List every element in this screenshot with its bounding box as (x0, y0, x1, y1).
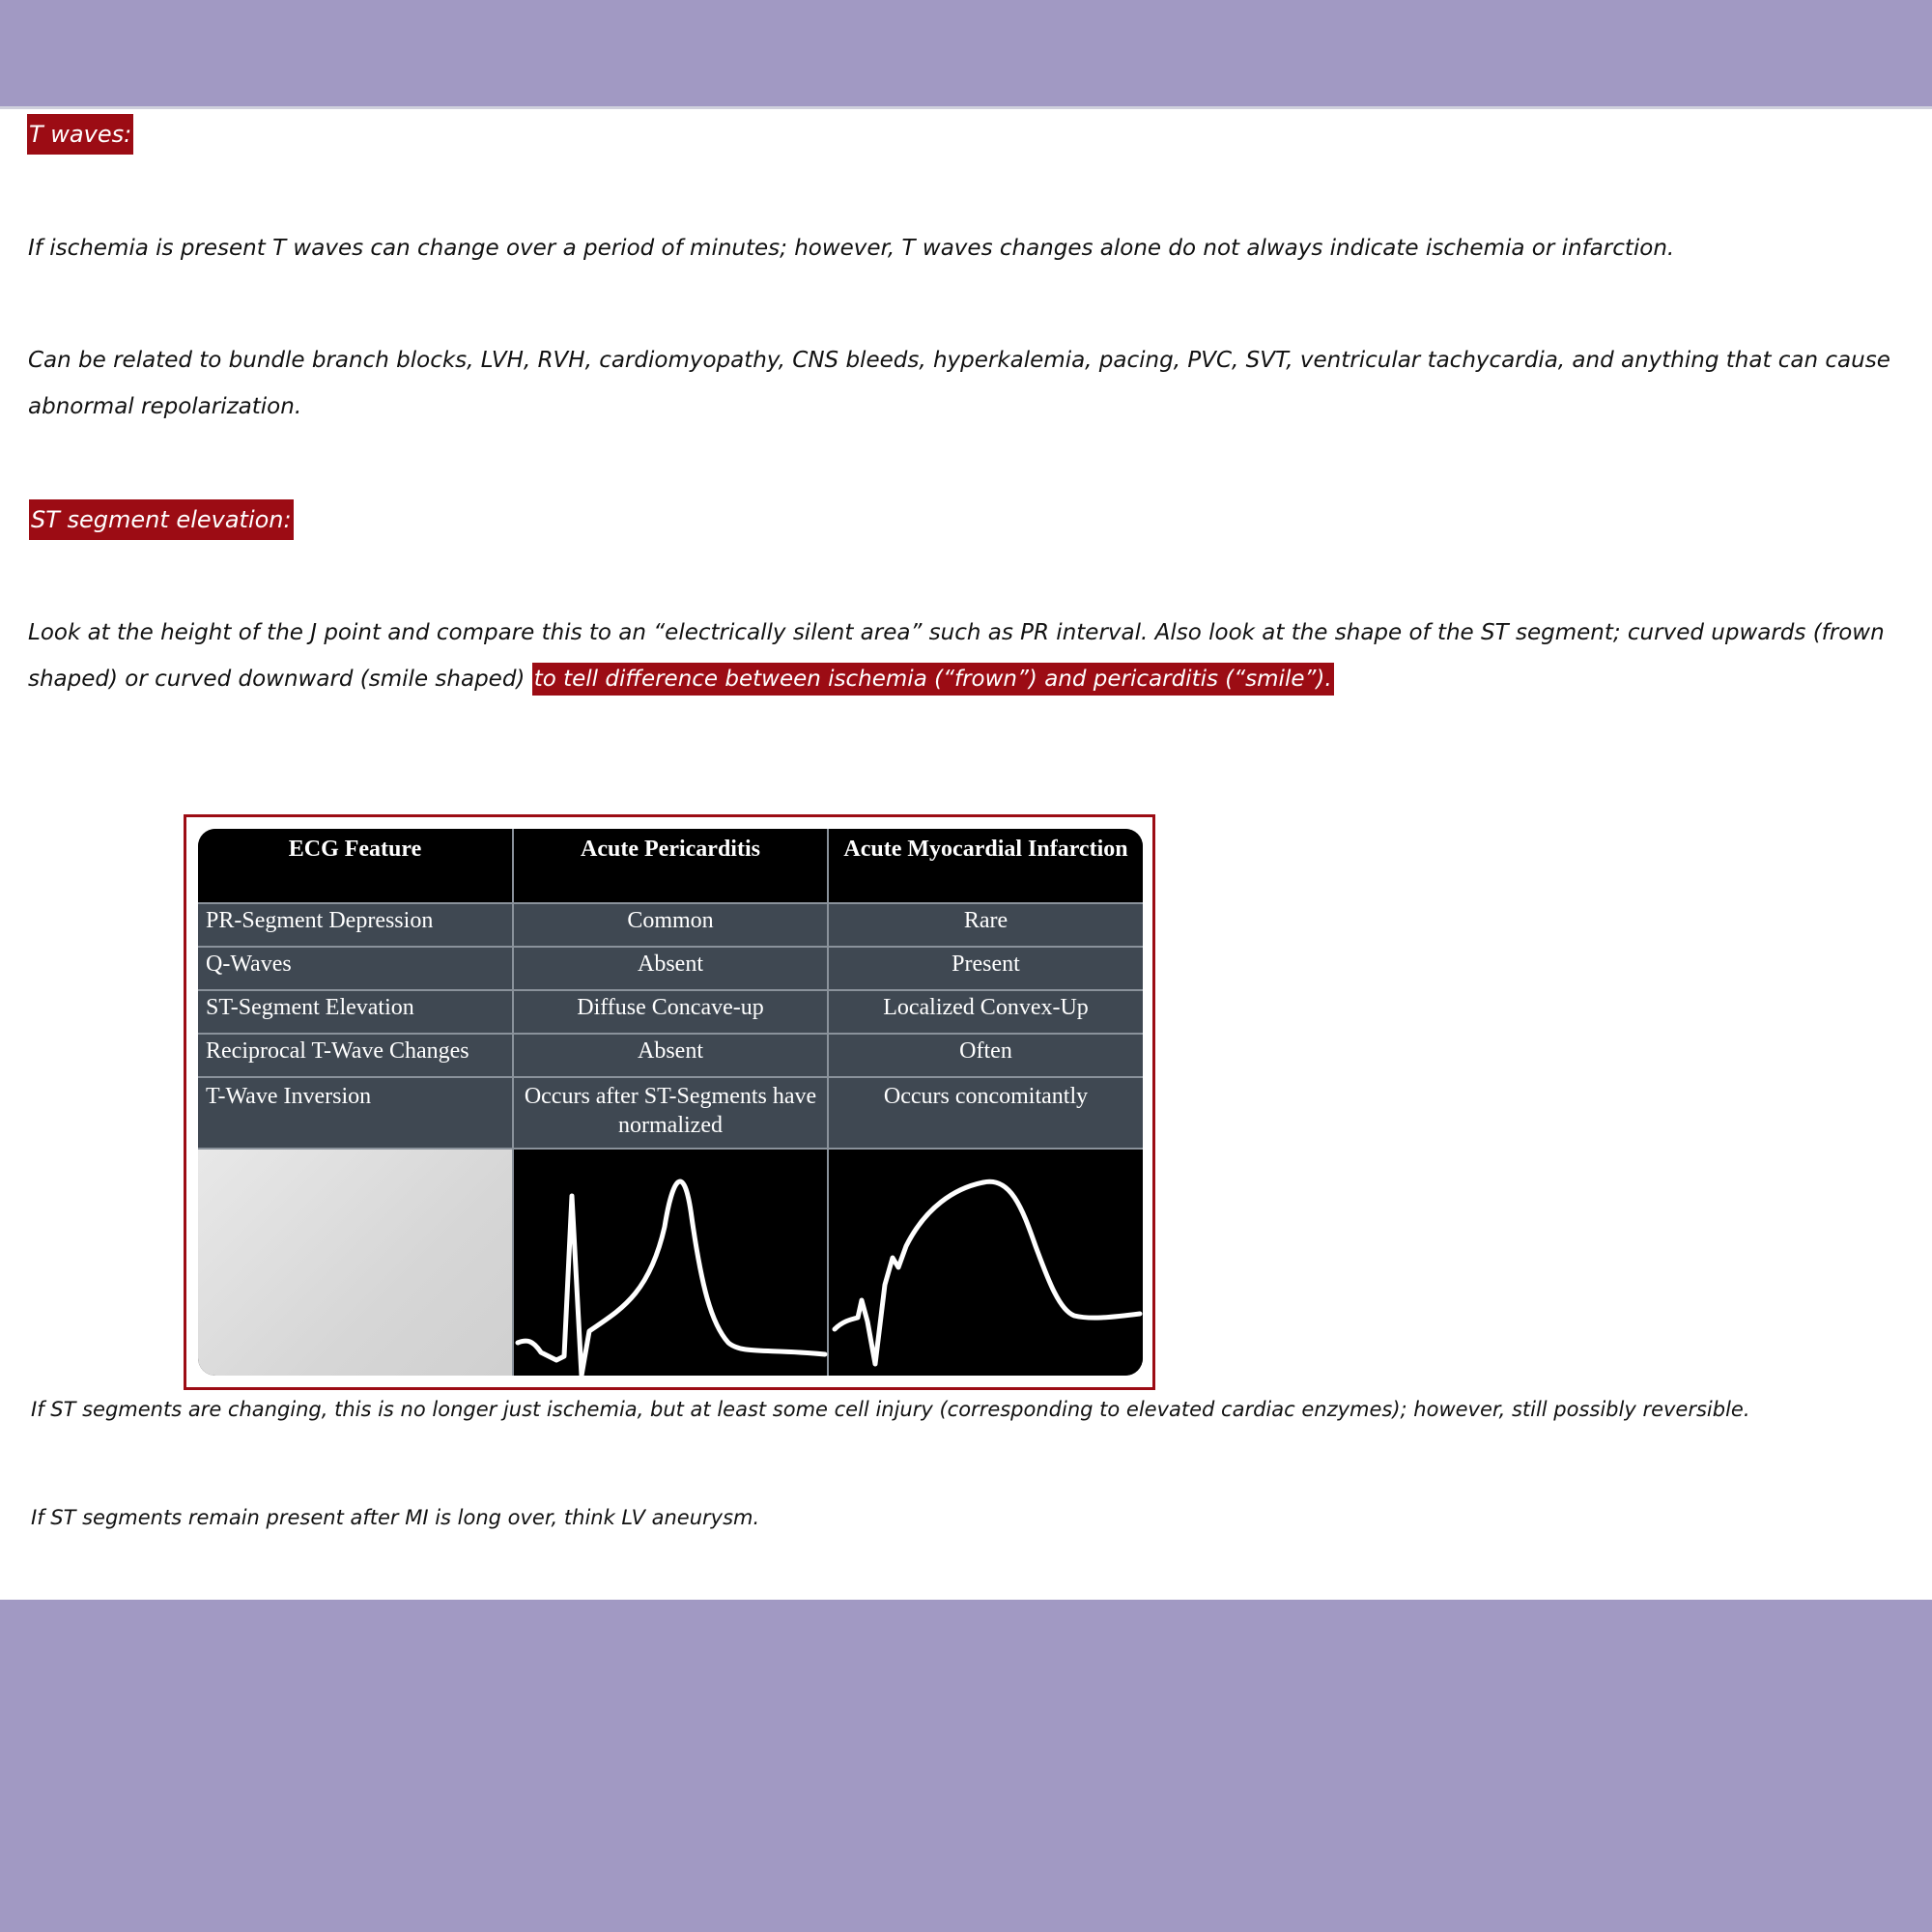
st-paragraph-highlight: to tell difference between ischemia (“frown”) and pericarditis (“smile”). (532, 663, 1334, 696)
document-page (0, 106, 1932, 1600)
st-elevation-paragraph-3: If ST segments remain present after MI is long over, think LV aneurysm. (31, 1506, 760, 1529)
st-elevation-paragraph-2: If ST segments are changing, this is no longer just ischemia, but at least some cell injury (corresponding to elevated cardiac enzymes); however, still possibly reversible. (31, 1398, 1750, 1421)
table-header-row (198, 829, 1143, 903)
t-waves-paragraph-2-line-2: abnormal repolarization. (28, 394, 302, 419)
table-row (198, 947, 1143, 990)
table-row (198, 1077, 1143, 1149)
table-cell: Reciprocal T-Wave Changes (198, 1034, 513, 1077)
pericarditis-waveform-cell (513, 1149, 828, 1376)
table-cell: Common (513, 903, 828, 947)
st-paragraph-line-2: shaped) or curved downward (smile shaped) (28, 667, 526, 692)
table-cell: ST-Segment Elevation (198, 990, 513, 1034)
table-cell: PR-Segment Depression (198, 903, 513, 947)
header-acute-pericarditis: Acute Pericarditis (513, 829, 828, 903)
t-waves-paragraph-1: If ischemia is present T waves can change over a period of minutes; however, T waves changes alone do not always indicate ischemia or infarction. (28, 236, 1675, 261)
table-cell: Often (828, 1034, 1143, 1077)
t-waves-paragraph-2-line-1: Can be related to bundle branch blocks, LVH, RVH, cardiomyopathy, CNS bleeds, hyperkalemia, pacing, PVC, SVT, ventricular tachycardia, and anything that can cause (28, 348, 1890, 373)
t-waves-paragraph-2 (28, 337, 1921, 430)
table-cell: Absent (513, 1034, 828, 1077)
ecg-comparison-table (198, 829, 1143, 1376)
table-row (198, 903, 1143, 947)
table-cell: Occurs concomitantly (828, 1077, 1143, 1149)
table-cell: Q-Waves (198, 947, 513, 990)
table-cell: T-Wave Inversion (198, 1077, 513, 1149)
t-waves-heading: T waves: (27, 114, 133, 155)
table-cell: Rare (828, 903, 1143, 947)
st-elevation-paragraph-1 (28, 610, 1921, 702)
table-cell: Present (828, 947, 1143, 990)
pericarditis-ecg-waveform (514, 1150, 829, 1376)
st-elevation-heading: ST segment elevation: (29, 499, 294, 540)
ecg-comparison-figure (184, 814, 1155, 1390)
table-row (198, 1034, 1143, 1077)
ecg-waveform-row (198, 1149, 1143, 1376)
header-acute-mi: Acute Myocardial Infarction (828, 829, 1143, 903)
table-cell: Localized Convex-Up (828, 990, 1143, 1034)
myocardial-infarction-ecg-waveform (829, 1150, 1143, 1376)
table-row (198, 990, 1143, 1034)
header-ecg-feature: ECG Feature (198, 829, 513, 903)
blank-cell (198, 1149, 513, 1376)
mi-waveform-cell (828, 1149, 1143, 1376)
st-paragraph-line-1: Look at the height of the J point and compare this to an “electrically silent area” such as PR interval. Also look at the shape of the ST segment; curved upwards (frown (28, 620, 1885, 645)
table-cell: Occurs after ST-Segments have normalized (513, 1077, 828, 1149)
table-cell: Diffuse Concave-up (513, 990, 828, 1034)
ecg-comparison-table-container (198, 829, 1143, 1376)
table-cell: Absent (513, 947, 828, 990)
